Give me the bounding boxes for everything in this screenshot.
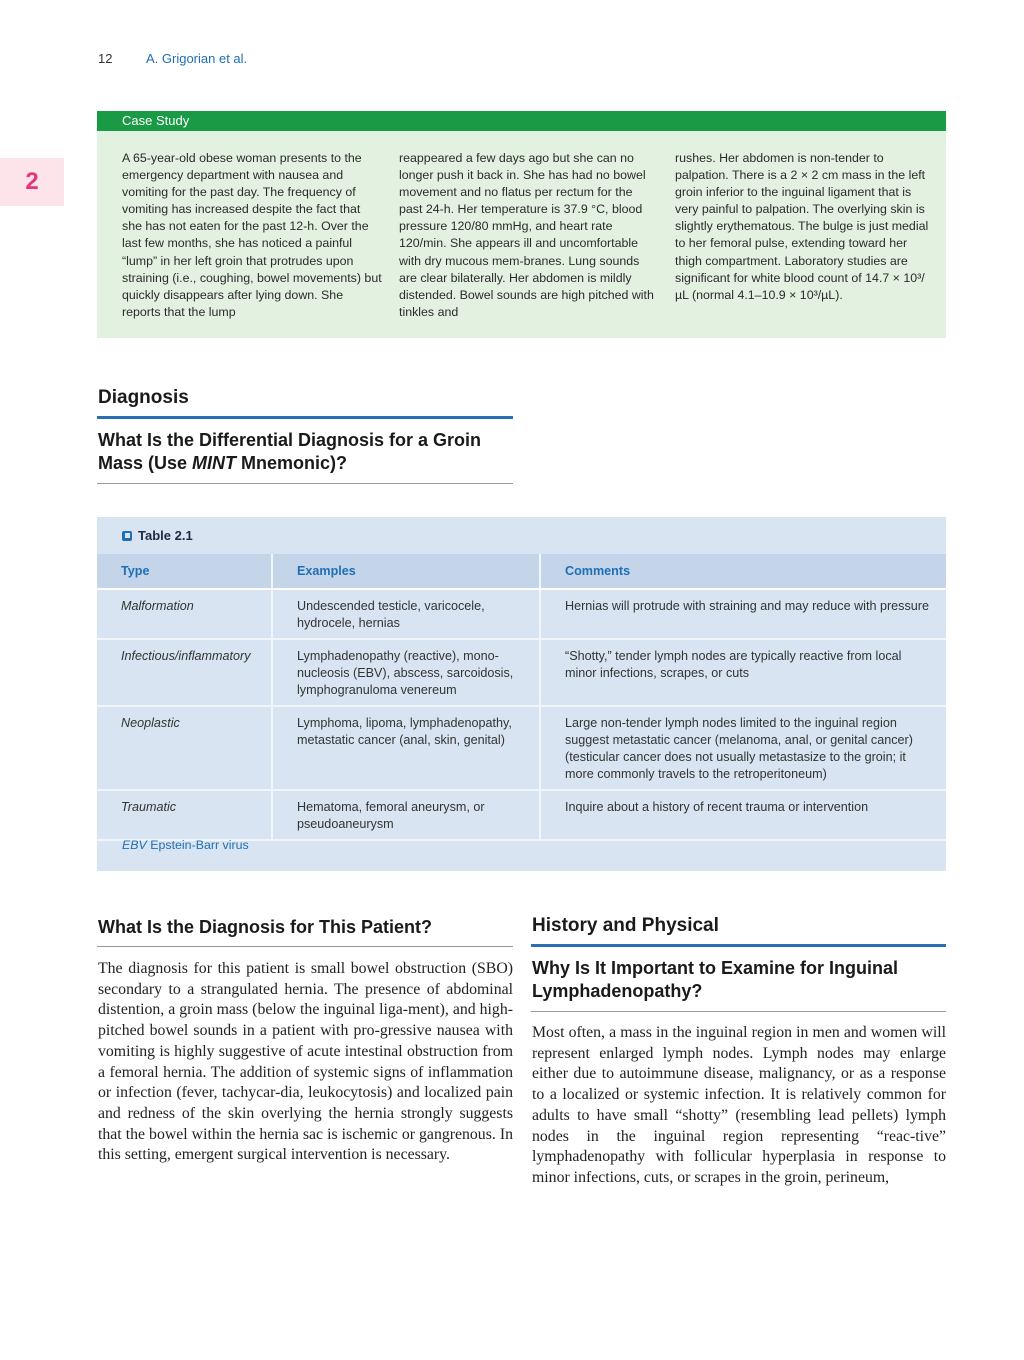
patient-diagnosis-paragraph: The diagnosis for this patient is small bowel obstruction (SBO) secondary to a strangulated hernia. The presence of abdominal distention, a groin mass (below the inguinal liga-ment), and high-pitched bowel sounds in a patient with pro-gressive nausea with vomiting is highly suggestive of acute intestinal obstruction from a femoral hernia. The addition of systemic signs of inflammation or infection (fever, tachycar-dia, leukocytosis) and localized pain and redness of the skin overlying the hernia strongly suggests that the bowel within the hernia sac is ischemic or gangrenous. In this setting, emergent surgical intervention is necessary. (98, 960, 513, 1164)
case-study-column-3: rushes. Her abdomen is non-tender to palpation. There is a 2 × 2 cm mass in the left groin inferior to the inguinal ligament that is very painful to palpation. The overlying skin is slightly erythematous. The bulge is just medial to her femoral pulse, extending toward her thigh compartment. Laboratory studies are significant for white blood count of 14.7 × 10³/µL (normal 4.1–10.9 × 10³/µL). (675, 151, 929, 302)
table-row (97, 706, 946, 790)
lymphadenopathy-question-heading: Why Is It Important to Examine for Inguinal Lymphadenopathy? (532, 958, 899, 1001)
comments-cell: “Shotty,” tender lymph nodes are typically reactive from local minor infections, scrapes, or cuts (540, 639, 946, 706)
column-header-type: Type (97, 554, 272, 589)
examples-cell: Lymphoma, lipoma, lymphadenopathy, metastatic cancer (anal, skin, genital) (272, 706, 540, 790)
lymphadenopathy-paragraph: Most often, a mass in the inguinal region in men and women will represent enlarged lymph nodes. Lymph nodes may enlarge either due to autoimmune disease, malignancy, or as a response to a localized or systemic infection. It is relatively common for adults to have small “shotty” (resembling lead pellets) lymph nodes in the inguinal region representing “reac-tive” lymphadenopathy with follicular hyperplasia in response to minor infections, cuts, or scrapes in the groin, perineum, (532, 1024, 946, 1186)
type-cell: Neoplastic (97, 706, 272, 790)
table-icon (122, 531, 132, 541)
patient-diagnosis-rule (97, 946, 513, 947)
column-header-examples: Examples (272, 554, 540, 589)
table-title-row (97, 517, 946, 554)
history-physical-heading: History and Physical (532, 915, 719, 936)
case-study-box (97, 131, 946, 338)
type-cell: Malformation (97, 589, 272, 639)
diagnosis-heading-rule (97, 416, 513, 419)
table-row (97, 589, 946, 639)
diagnosis-heading: Diagnosis (98, 387, 189, 408)
table-row (97, 790, 946, 840)
case-study-column-2: reappeared a few days ago but she can no longer push it back in. She has had no bowel movement and no flatus per rectum for the past 24-h. Her temperature is 37.9 °C, blood pressure 120/80 mmHg, and heart rate 120/min. She appears ill and uncomfortable with dry mucous mem-branes. Lung sounds are clear bilaterally. Her abdomen is mildly distended. Bowel sounds are high pitched with tinkles and (399, 151, 654, 319)
examples-cell: Lymphadenopathy (reactive), mono-nucleosis (EBV), abscess, sarcoidosis, lymphogranuloma venereum (272, 639, 540, 706)
page-number: 12 (98, 51, 113, 66)
type-cell: Traumatic (97, 790, 272, 840)
comments-cell: Large non-tender lymph nodes limited to the inguinal region suggest metastatic cancer (melanoma, anal, or genital cancer) (testicular cancer does not usually metastasize to the groin; it more commonly travels to the retroperitoneum) (540, 706, 946, 790)
table-header-row (97, 554, 946, 589)
differential-table (97, 554, 946, 841)
comments-cell: Hernias will protrude with straining and may reduce with pressure (540, 589, 946, 639)
history-physical-rule (531, 944, 946, 947)
case-study-label: Case Study (97, 111, 946, 131)
table-row (97, 639, 946, 706)
table-2-1 (97, 517, 946, 871)
column-header-comments: Comments (540, 554, 946, 589)
comments-cell: Inquire about a history of recent trauma or intervention (540, 790, 946, 840)
running-head-author: A. Grigorian et al. (146, 51, 248, 66)
case-study-column-1: A 65-year-old obese woman presents to the emergency department with nausea and vomiting for the past day. The frequency of vomiting has increased despite the fact that she has not eaten for the past 12-h. Over the last few months, she has noticed a painful “lump” in her left groin that protrudes upon straining (i.e., coughing, bowel movements) but quickly disappears after lying down. She reports that the lump (122, 151, 382, 319)
lymphadenopathy-question-rule (531, 1011, 946, 1012)
differential-question-heading: What Is the Differential Diagnosis for a Groin Mass (Use MINT Mnemonic)? (98, 430, 482, 473)
examples-cell: Undescended testicle, varicocele, hydrocele, hernias (272, 589, 540, 639)
chapter-tab: 2 (0, 158, 64, 206)
type-cell: Infectious/inflammatory (97, 639, 272, 706)
differential-question-rule (97, 483, 513, 484)
table-footnote: EBV Epstein-Barr virus (122, 838, 249, 852)
patient-diagnosis-heading: What Is the Diagnosis for This Patient? (98, 917, 433, 937)
table-title: Table 2.1 (138, 528, 193, 543)
examples-cell: Hematoma, femoral aneurysm, or pseudoaneurysm (272, 790, 540, 840)
